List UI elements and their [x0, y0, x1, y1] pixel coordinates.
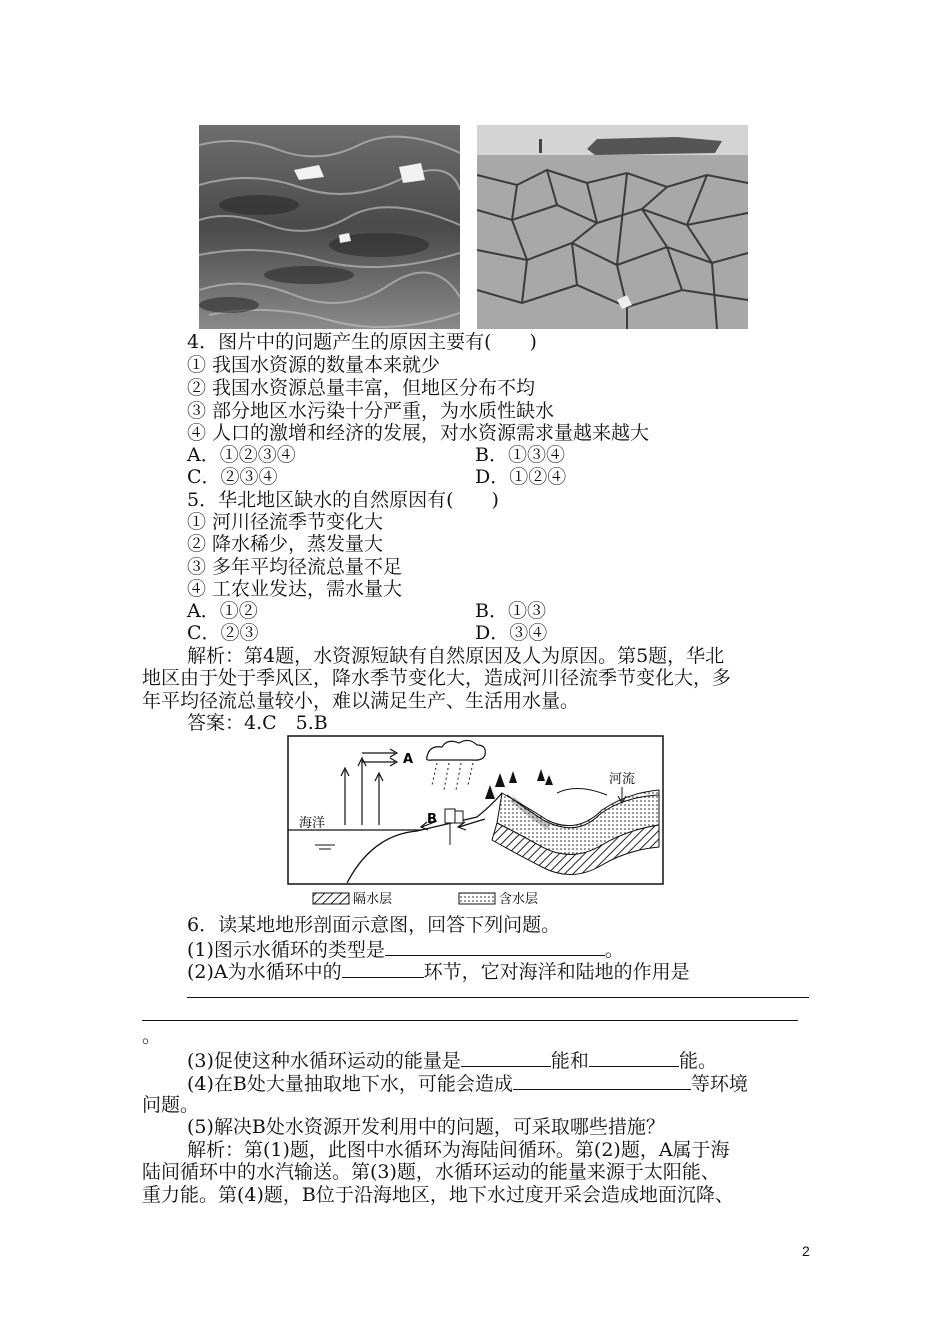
- q4-choice-b: B．①③④: [475, 444, 565, 466]
- q4-choice-c: C．②③④: [187, 466, 278, 488]
- answer-1: 答案：4.C 5.B: [187, 712, 328, 734]
- q5-choice-b: B．①③: [475, 600, 546, 622]
- polluted-water-photo: [199, 125, 460, 329]
- q4-option-4: ④ 人口的激增和经济的发展，对水资源需求量越来越大: [187, 422, 650, 444]
- q6-part-2-answer-line-2[interactable]: [142, 1020, 798, 1021]
- q6-part-3-text-c: 能。: [678, 1050, 717, 1072]
- q6-part-2-text-a: (2)A为水循环中的: [187, 961, 342, 983]
- q6-part-4-blank[interactable]: [513, 1071, 691, 1090]
- q6-part-4-text-a: (4)在B处大量抽取地下水，可能会造成: [187, 1073, 513, 1095]
- page-number: 2: [802, 1243, 810, 1259]
- analysis-2-line-2: 陆间循环中的水汽输送。第(3)题，水循环运动的能量来源于太阳能、: [142, 1161, 720, 1183]
- q5-stem: 5．华北地区缺水的自然原因有( ): [187, 489, 499, 511]
- q6-part-5: (5)解决B处水资源开发利用中的问题，可采取哪些措施？: [187, 1116, 665, 1138]
- q5-option-2: ② 降水稀少，蒸发量大: [187, 533, 384, 555]
- q6-part-2-blank-1[interactable]: [342, 959, 424, 978]
- q6-part-2-end: 。: [142, 1025, 162, 1047]
- q6-part-3: [187, 1048, 717, 1072]
- label-a: A: [403, 752, 414, 767]
- legend-aquifer: 含水层: [499, 892, 539, 907]
- legend-aquiclude: 隔水层: [353, 892, 393, 907]
- analysis-1-line-1: 解析：第4题，水资源短缺有自然原因及人为原因。第5题，华北: [187, 645, 725, 667]
- q5-option-3: ③ 多年平均径流总量不足: [187, 556, 403, 578]
- q6-part-2: [187, 959, 690, 983]
- q6-stem: 6．读某地地形剖面示意图，回答下列问题。: [187, 914, 561, 936]
- q6-part-3-blank-2[interactable]: [589, 1048, 679, 1067]
- drought-land-photo: [477, 125, 748, 329]
- q5-choice-a: A．①②: [187, 600, 258, 622]
- q4-option-2: ② 我国水资源总量丰富，但地区分布不均: [187, 377, 536, 399]
- q4-choice-d: D．①②④: [475, 466, 567, 488]
- label-ocean: 海洋: [299, 816, 326, 831]
- q4-stem: 4．图片中的问题产生的原因主要有( ): [187, 331, 537, 353]
- analysis-1-line-3: 年平均径流总量较小，难以满足生产、生活用水量。: [142, 690, 580, 712]
- q6-part-2-answer-line-1[interactable]: [187, 997, 809, 998]
- q6-part-1-blank[interactable]: [385, 937, 605, 956]
- q4-choice-a: A．①②③④: [187, 444, 296, 466]
- q6-part-1-text: (1)图示水循环的类型是: [187, 939, 385, 961]
- q5-option-4: ④ 工农业发达，需水量大: [187, 578, 403, 600]
- q6-part-1-end: 。: [604, 939, 624, 961]
- label-b: B: [427, 812, 437, 827]
- q5-option-1: ① 河川径流季节变化大: [187, 511, 384, 533]
- terrain-cross-section-diagram: [287, 735, 665, 911]
- label-river: 河流: [609, 772, 636, 787]
- q4-option-1: ① 我国水资源的数量本来就少: [187, 354, 441, 376]
- analysis-2-line-3: 重力能。第(4)题，B位于沿海地区，地下水过度开采会造成地面沉降、: [142, 1184, 734, 1206]
- analysis-2-line-1: 解析：第(1)题，此图中水循环为海陆间循环。第(2)题，A属于海: [187, 1139, 730, 1161]
- q6-part-4-cont: 问题。: [142, 1094, 200, 1116]
- q6-part-4: [187, 1071, 748, 1095]
- q6-part-3-blank-1[interactable]: [461, 1048, 551, 1067]
- q6-part-3-text-a: (3)促使这种水循环运动的能量是: [187, 1050, 461, 1072]
- q4-option-3: ③ 部分地区水污染十分严重，为水质性缺水: [187, 400, 555, 422]
- analysis-1-line-2: 地区由于处于季风区，降水季节变化大，造成河川径流季节变化大，多: [142, 667, 732, 689]
- q5-choice-c: C．②③: [187, 622, 259, 644]
- q6-part-3-text-b: 能和: [550, 1050, 589, 1072]
- q6-part-1: [187, 937, 624, 961]
- q6-part-2-text-b: 环节，它对海洋和陆地的作用是: [423, 961, 690, 983]
- q5-choice-d: D．③④: [475, 622, 548, 644]
- q6-part-4-text-b: 等环境: [690, 1073, 748, 1095]
